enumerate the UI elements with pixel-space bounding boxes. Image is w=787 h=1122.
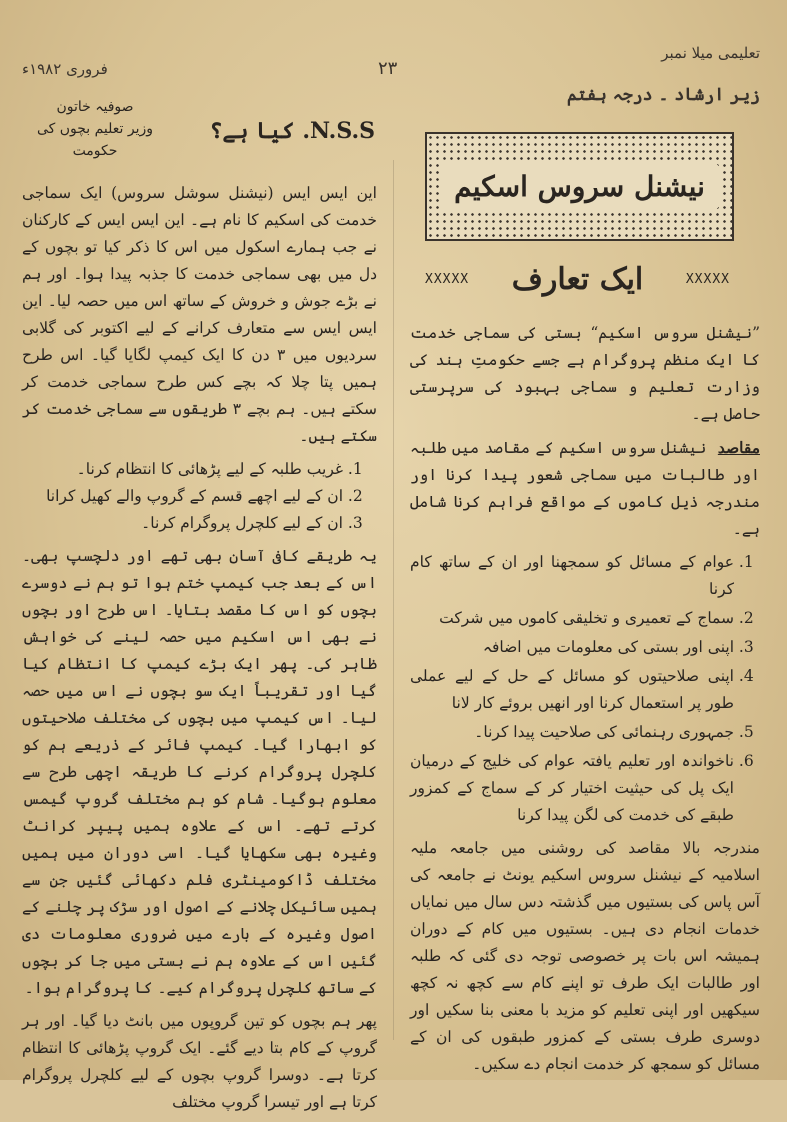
left-list-item: 3. ان کے لیے کلچرل پروگرام کرنا۔ xyxy=(22,510,343,537)
banner-title: نیشنل سروس اسکیم xyxy=(440,164,719,209)
issue-date: فروری ۱۹۸۲ء xyxy=(22,60,108,78)
objective-item: 5. جمہوری رہنمائی کی صلاحیت پیدا کرنا۔ xyxy=(410,719,734,746)
author-name: صوفیہ خاتون xyxy=(56,99,134,115)
objective-item: 4. اپنی صلاحیتوں کو مسائل کے حل کے لیے عملی طور پر استعمال کرنا اور انھیں بروئے کار لانا xyxy=(410,663,734,717)
objective-item: 1. عوام کے مسائل کو سمجھنا اور ان کے ساتھ کام کرنا xyxy=(410,549,734,603)
left-list-item: 1. غریب طلبہ کے لیے پڑھائی کا انتظام کرنا۔ xyxy=(22,456,343,483)
left-paragraph-1: این ایس ایس (نیشنل سوشل سروس) ایک سماجی خدمت کی اسکیم کا نام ہے۔ این ایس ایس کے کارکنان نے جب ہمارے اسکول میں اس کا ذکر کیا تو بچوں کے دل میں بھی سماجی خدمت کا جذبہ پیدا ہوا۔ اور ہم نے بڑے جوش و خروش کے ساتھ اس میں حصہ لیا۔ این ایس ایس سے متعارف کرانے کے لیے اکتوبر کی گلابی سردیوں میں ۳ دن کا ایک کیمپ لگایا گیا۔ اس طرح ہمیں پتا چلا کہ بچے کس طرح سماجی خدمت کر سکتے ہیں۔ ہم بچے ۳ طریقوں سے سماجی خدمت کر سکتے ہیں۔ xyxy=(22,184,378,445)
left-list xyxy=(22,456,377,537)
objective-item: 6. ناخواندہ اور تعلیم یافتہ عوام کی خلیج کے درمیان ایک پل کی حیثیت اختیار کر کے سماج کے کمزور طبقے کی خدمت کی لگن پیدا کرنا xyxy=(410,748,734,829)
ornament-left: XXXXX xyxy=(425,272,470,287)
objectives-text: نیشنل سروس اسکیم کے مقاصد میں طلبہ اور طالبات میں سماجی شعور پیدا کرنا اور مندرجہ ذیل کاموں کے مواقع فراہم کرنا شامل ہے۔ xyxy=(410,439,760,538)
magazine-name: تعلیمی میلا نمبر xyxy=(661,44,760,62)
objective-item: 3. اپنی اور بستی کی معلومات میں اضافہ xyxy=(410,634,734,661)
author-role: وزیر تعلیم بچوں کی حکومت xyxy=(36,121,154,159)
right-article-body xyxy=(410,320,760,1084)
supervision-note: زیر ارشاد ۔ درجہ ہفتم xyxy=(566,85,760,105)
right-article-subtitle: ایک تعارف xyxy=(511,262,644,297)
left-article-body xyxy=(22,180,377,1122)
objective-item: 2. سماج کے تعمیری و تخلیقی کاموں میں شرکت xyxy=(410,605,734,632)
column-divider xyxy=(393,160,394,1040)
ornament-right: XXXXX xyxy=(685,272,730,287)
page-number: ۲۳ xyxy=(378,58,398,79)
objectives-heading: مقاصد xyxy=(717,438,760,457)
left-paragraph-2: یہ طریقے کافی آسان بھی تھے اور دلچسپ بھی۔ اس کے بعد جب کیمپ ختم ہوا تو ہم نے دوسرے بچوں کو اس کا مقصد بتایا۔ اس طرح اور بچوں نے بھی اس اسکیم میں حصہ لینے کی خواہش ظاہر کی۔ پھر ایک بڑے کیمپ کا انتظام کیا گیا اور تقریباً ایک سو بچوں نے اس میں حصہ لیا۔ اس کیمپ میں بچوں کی مختلف صلاحیتوں کو ابھارا گیا۔ کیمپ فائر کے ذریعے ہم کو کلچرل پروگرام کرنے کا طریقہ اچھی طرح سے معلوم ہوگیا۔ شام کو ہم مختلف گروپ گیمس کرتے تھے۔ اس کے علاوہ ہمیں پیپر کرانٹ وغیرہ بھی سکھایا گیا۔ اسی دوران میں ہمیں مختلف ڈاکومینٹری فلم دکھائی گئیں جن سے ہمیں سائیکل چلانے کے اصول اور سڑک پر چلنے کے اصول وغیرہ کے بارے میں ضروری معلومات دی گئیں اس کے علاوہ ہم نے بستی میں جا کر بچوں کے ساتھ کلچرل پروگرام کیے۔ کا پروگرام ہوا۔ xyxy=(22,547,377,997)
nss-banner xyxy=(425,132,734,241)
left-list-item: 2. ان کے لیے اچھے قسم کے گروپ والے کھیل کرانا xyxy=(22,483,343,510)
author-byline xyxy=(20,96,170,162)
left-paragraph-3: پھر ہم بچوں کو تین گروپوں میں بانٹ دیا گیا۔ اور ہر گروپ کے کام بتا دیے گئے۔ ایک گروپ پڑھائی کا انتظام کرتا ہے۔ دوسرا گروپ بچوں کے لیے کلچرل پروگرام کرتا ہے اور تیسرا گروپ مختلف xyxy=(22,1012,377,1111)
objectives-list xyxy=(410,549,760,829)
right-objectives-paragraph xyxy=(410,434,760,543)
right-closing-paragraph: مندرجہ بالا مقاصد کی روشنی میں جامعہ ملیہ اسلامیہ کے نیشنل سروس اسکیم یونٹ نے جامعہ کی آس پاس کی بستیوں میں گذشتہ دس سال میں نمایاں خدمات انجام دی ہیں۔ بستیوں میں کام کے دوران ہمیشہ اس بات پر خصوصی توجہ دی گئی کہ طلبہ اور طالبات ایک طرف تو اپنے کام سے کچھ نہ کچھ سیکھیں اور اپنی تعلیم کو مزید با معنی بنا سکیں اور دوسری طرف بستی کے کمزور طبقوں کی ان کے مسائل کو سمجھ کر خدمت انجام دے سکیں۔ xyxy=(410,839,760,1073)
right-intro: ”نیشنل سروس اسکیم“ بستی کی سماجی خدمت کا ایک منظم پروگرام ہے جسے حکومتِ ہند کی وزارت تعلیم و سماجی بہبود کی سرپرستی حاصل ہے۔ xyxy=(410,324,760,423)
left-article-title: N.S.S. کیا ہے؟ xyxy=(209,118,375,144)
subtitle-row xyxy=(425,262,730,297)
